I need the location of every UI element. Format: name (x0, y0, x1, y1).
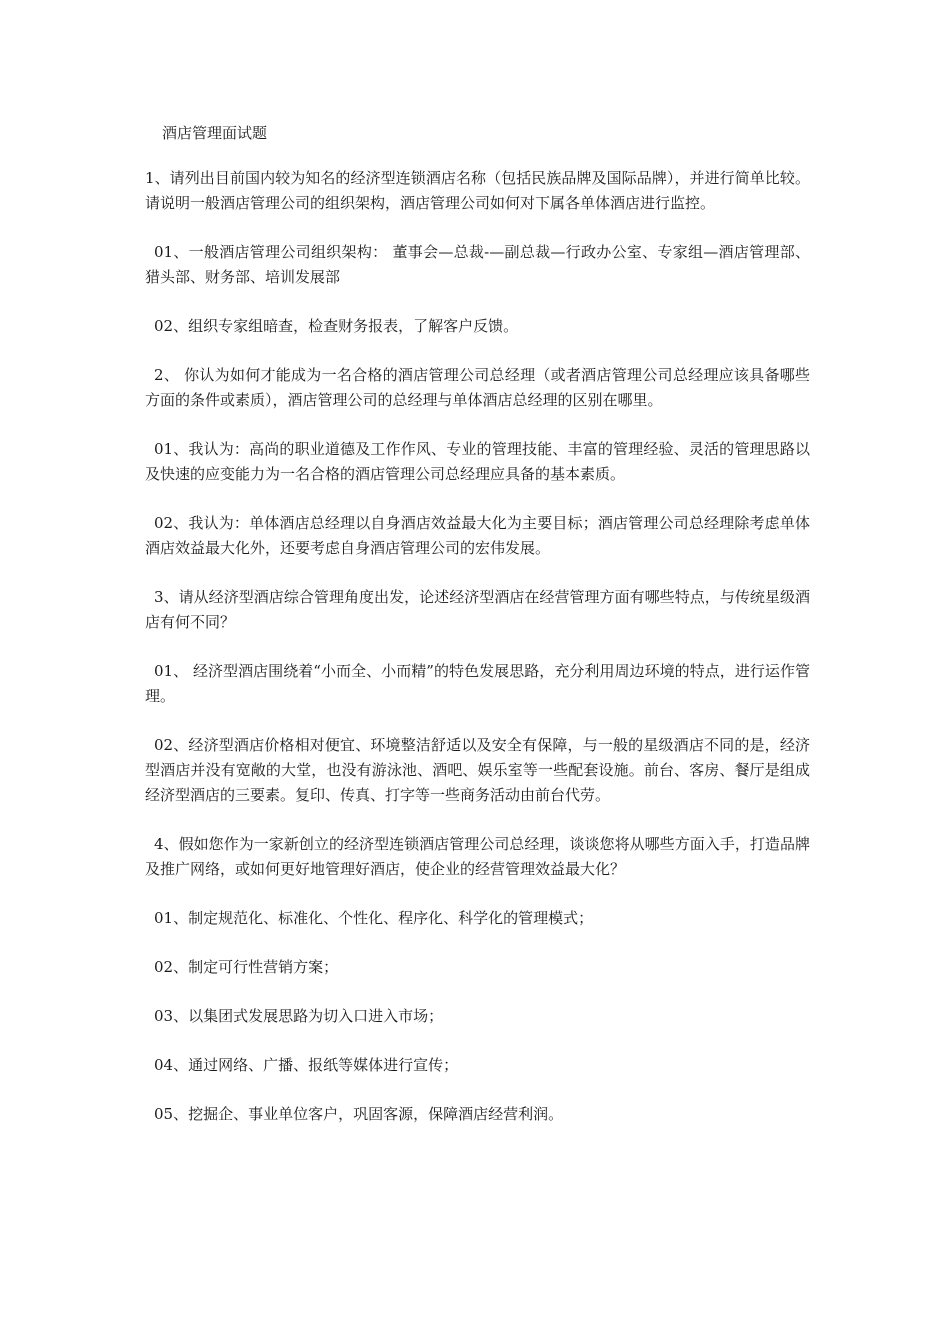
document-page (145, 120, 810, 1151)
answer-2-01: 01、我认为：高尚的职业道德及工作作风、专业的管理技能、丰富的管理经验、灵活的管理思路以及快速的应变能力为一名合格的酒店管理公司总经理应具备的基本素质。 (145, 440, 810, 483)
question-1: 1、请列出目前国内较为知名的经济型连锁酒店名称（包括民族品牌及国际品牌），并进行简单比较。请说明一般酒店管理公司的组织架构，酒店管理公司如何对下属各单体酒店进行监控。 (145, 169, 810, 212)
answer-4-05: 05、挖掘企、事业单位客户，巩固客源，保障酒店经营利润。 (154, 1105, 564, 1123)
question-4: 4、假如您作为一家新创立的经济型连锁酒店管理公司总经理，谈谈您将从哪些方面入手，打造品牌及推广网络，或如何更好地管理好酒店，使企业的经营管理效益最大化？ (145, 835, 810, 878)
answer-1-01: 01、一般酒店管理公司组织架构： 董事会—总裁-—副总裁—行政办公室、专家组—酒店管理部、猎头部、财务部、培训发展部 (145, 243, 810, 286)
answer-4-03: 03、以集团式发展思路为切入口进入市场； (154, 1007, 444, 1025)
answer-3-02: 02、经济型酒店价格相对便宜、环境整洁舒适以及安全有保障，与一般的星级酒店不同的是，经济型酒店并没有宽敞的大堂，也没有游泳池、酒吧、娱乐室等一些配套设施。前台、客房、餐厅是组成经济型酒店的三要素。复印、传真、打字等一些商务活动由前台代劳。 (145, 736, 810, 804)
question-2: 2、 你认为如何才能成为一名合格的酒店管理公司总经理（或者酒店管理公司总经理应该具备哪些方面的条件或素质），酒店管理公司的总经理与单体酒店总经理的区别在哪里。 (145, 366, 810, 409)
answer-1-02: 02、组织专家组暗查，检查财务报表，了解客户反馈。 (154, 317, 519, 335)
answer-3-01: 01、 经济型酒店围绕着“小而全、小而精”的特色发展思路，充分利用周边环境的特点，进行运作管理。 (145, 662, 810, 705)
answer-2-02: 02、我认为：单体酒店总经理以自身酒店效益最大化为主要目标；酒店管理公司总经理除考虑单体酒店效益最大化外，还要考虑自身酒店管理公司的宏伟发展。 (145, 514, 810, 557)
answer-4-02: 02、制定可行性营销方案； (154, 958, 339, 976)
question-3: 3、请从经济型酒店综合管理角度出发，论述经济型酒店在经营管理方面有哪些特点，与传统星级酒店有何不同？ (145, 588, 810, 631)
answer-4-01: 01、制定规范化、标准化、个性化、程序化、科学化的管理模式； (154, 909, 594, 927)
answer-4-04: 04、通过网络、广播、报纸等媒体进行宣传； (154, 1056, 459, 1074)
document-title: 酒店管理面试题 (162, 124, 268, 142)
